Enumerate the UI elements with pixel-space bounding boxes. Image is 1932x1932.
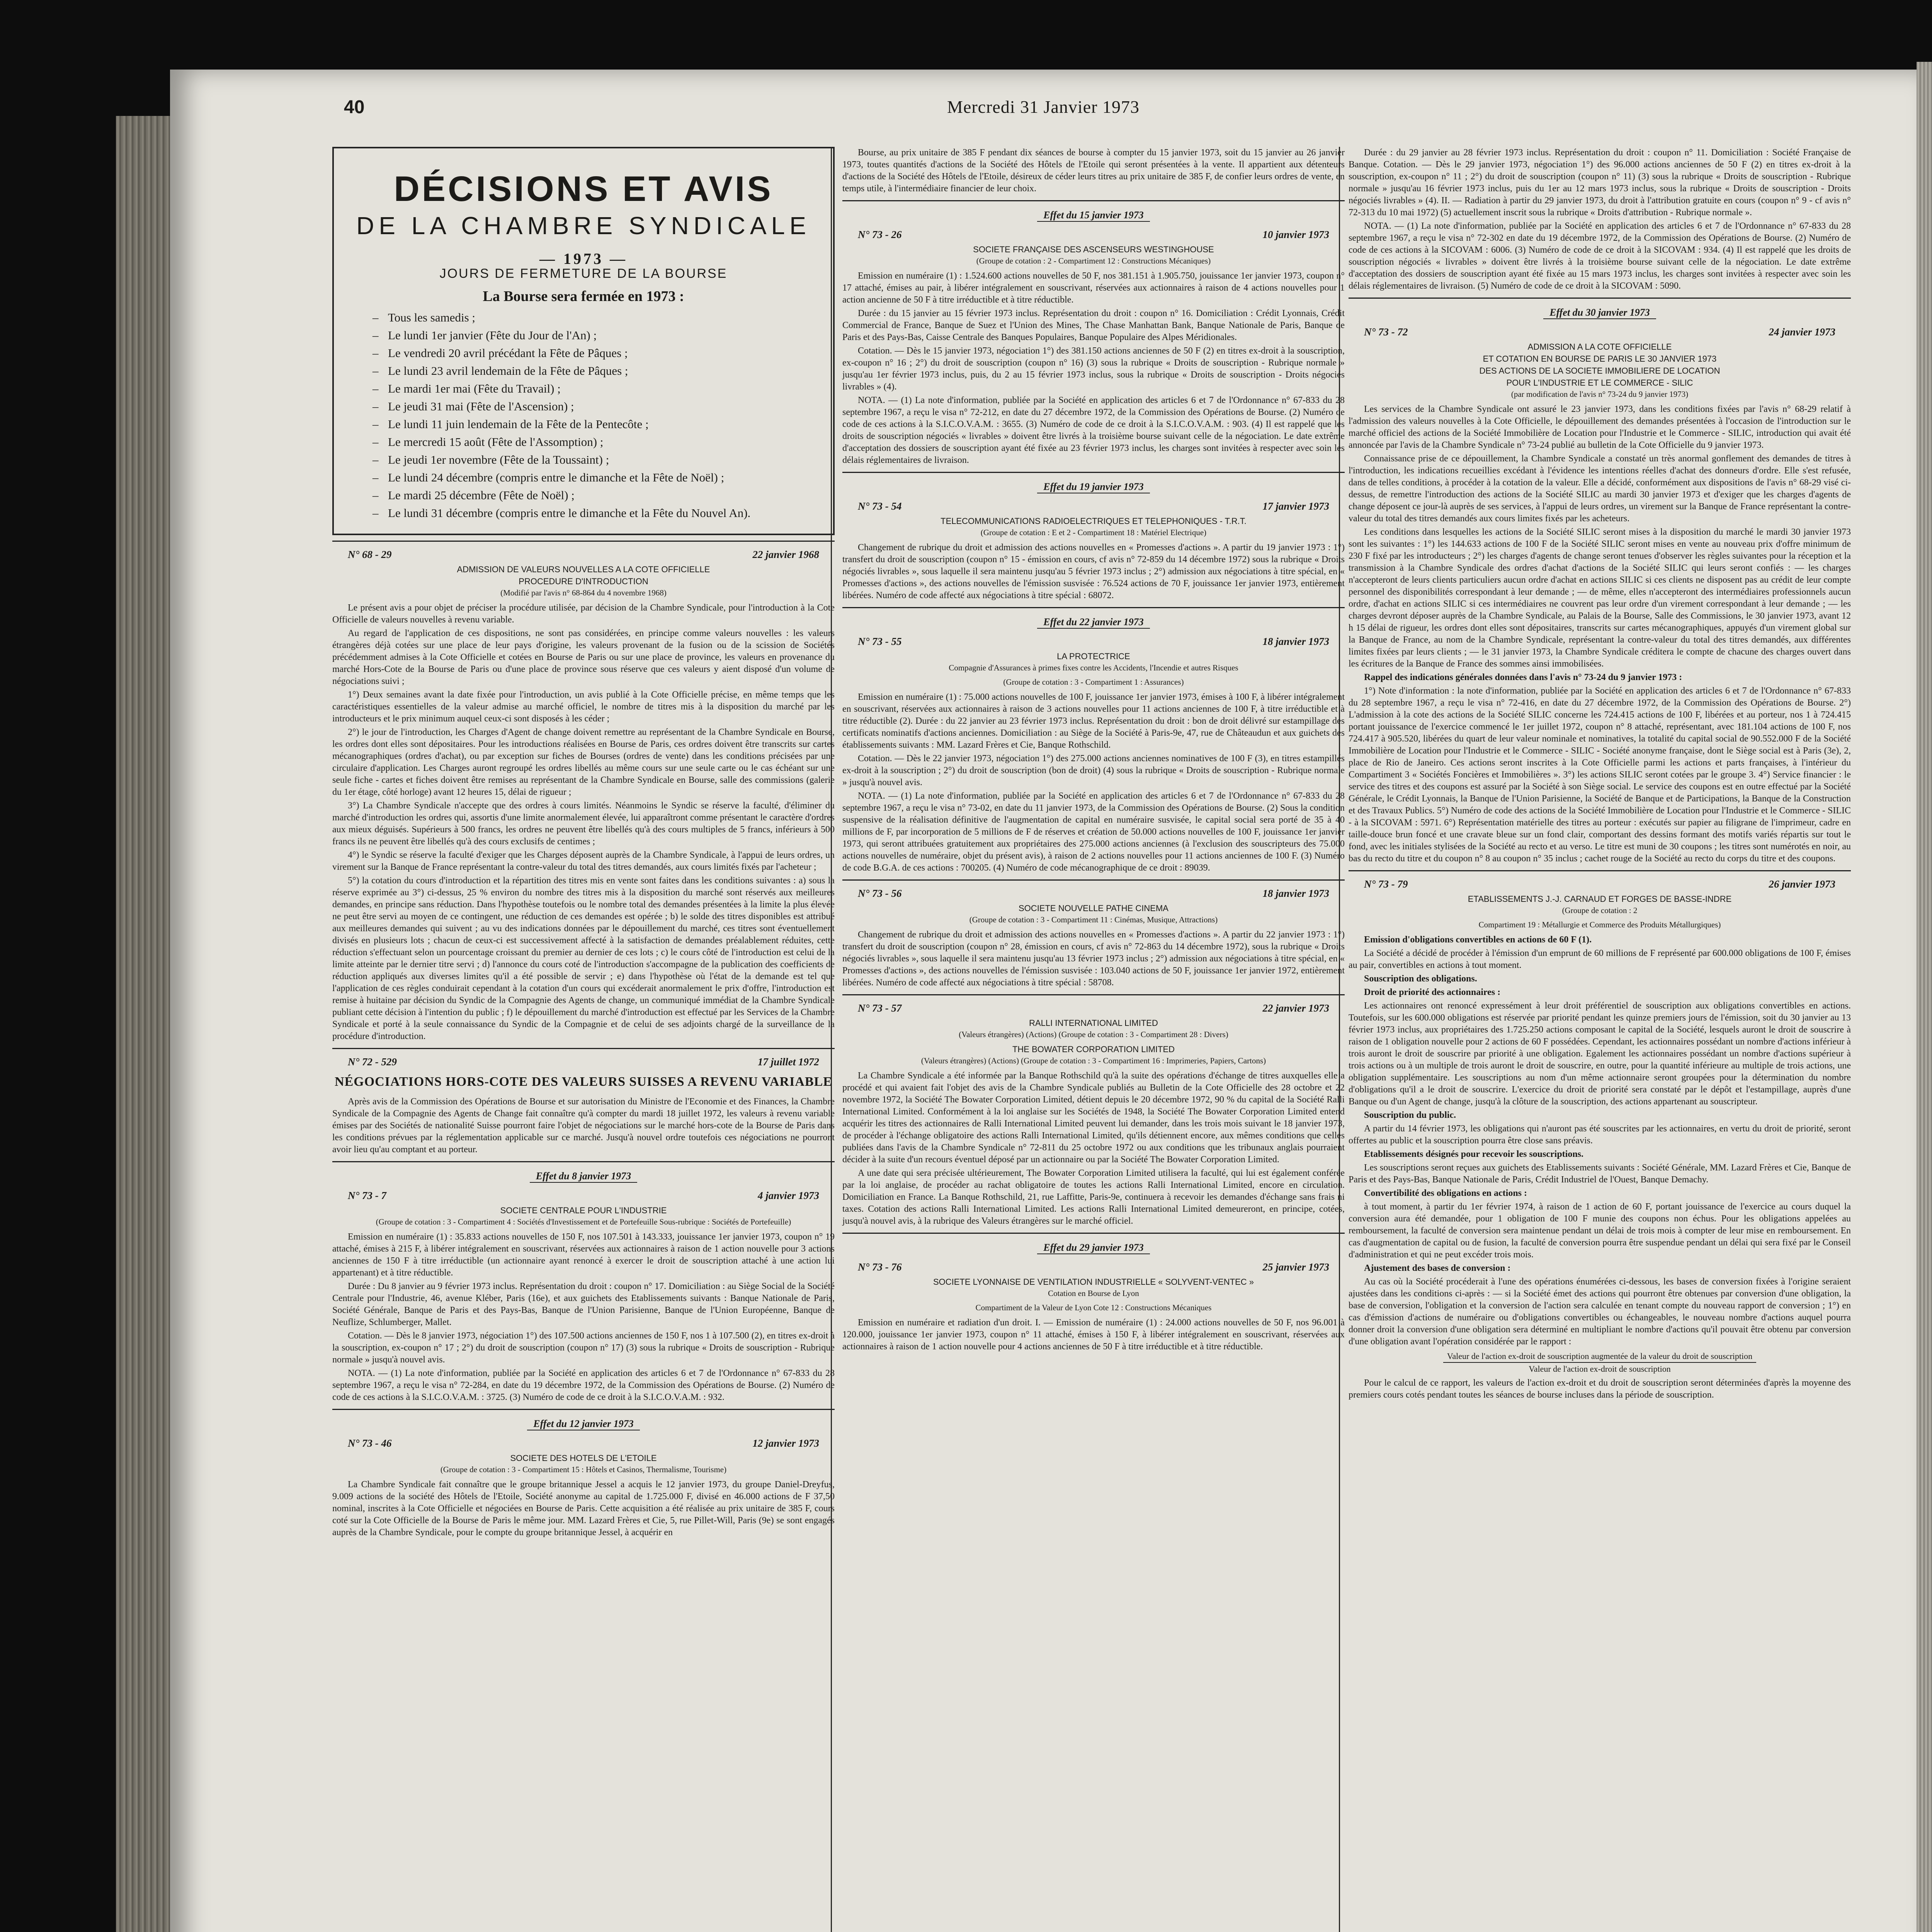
- paragraph: à tout moment, à partir du 1er février 1974, à raison de 1 action de 60 F, portant jouissance de l'exercice au cours duquel la conversion aura été demandée, pour 1 obligation de 100 F munie des coupons non échus. Pour les obligations appelées au remboursement, la faculté de conversion sera maintenue pendant un délai de trois mois à compter de leur mise en remboursement. En cas d'augmentation de capital ou de fusion, la faculté de conversion pourra être suspendue pendant un délai qui sera fixé par le Conseil d'administration et qui ne peut excéder trois mois.: [1349, 1202, 1851, 1260]
- paragraph: Emission en numéraire (1) : 1.524.600 actions nouvelles de 50 F, nos 381.151 à 1.905.750, jouissance 1er janvier 1973, coupon n° 17 attaché, émises au pair, à libérer intégralement en souscrivant, réservées aux actionnaires à raison de 4 actions nouvelles pour 1 action ancienne de 50 F à titre irréductible et à titre réductible.: [842, 271, 1345, 305]
- company-name: SOCIETE CENTRALE POUR L'INDUSTRIE: [500, 1206, 667, 1215]
- effect-date-heading: [842, 209, 1345, 222]
- year-label: — 1973 —: [539, 250, 628, 267]
- paragraph: A partir du 14 février 1973, les obligations qui n'auront pas été souscrites par les actionnaires, en vertu du droit de priorité, seront offertes au public et la souscription pourra être close sans préavis.: [1349, 1124, 1851, 1146]
- list-item: – Le lundi 11 juin lendemain de la Fête de la Pentecôte ;: [372, 415, 818, 433]
- paragraph: Cotation. — Dès le 22 janvier 1973, négociation 1°) des 275.000 actions anciennes nominatives de 100 F (3), en titres estampillés ex-droit à la souscription ; 2°) du droit de souscription (bon de droit) (4) sous la rubrique « Droits de souscription - Rubrique normale » jusqu'à nouvel avis.: [842, 753, 1345, 787]
- paragraph: La Société a décidé de procéder à l'émission d'un emprunt de 60 millions de F représenté par 600.000 obligations de 100 F, émises au pair, convertibles en actions à tout moment.: [1349, 948, 1851, 970]
- paragraph: Emission en numéraire (1) : 75.000 actions nouvelles de 100 F, jouissance 1er janvier 1973, émises à 100 F, à libérer intégralement en souscrivant, réservées aux actionnaires à raison de 3 actions nouvelles pour 11 actions anciennes de 100 F, à titre irréductible et à titre réductible (2). Durée : du 22 janvier au 23 février 1973 inclus. Représentation du droit : bon de droit délivré sur estampillage des certificats nominatifs d'actions anciennes. Domiciliation : au Siège de la Société à Paris-9e, 47, rue de Châteaudun et aux guichets des établissements suivants : MM. Lazard Frères et Cie, Banque Rothschild.: [842, 692, 1345, 750]
- notice-date: 22 janvier 1973: [1262, 1002, 1329, 1014]
- quotation-group: (Groupe de cotation : 3 - Compartiment 1 : Assurances): [1003, 677, 1184, 687]
- notice-number: N° 73 - 55: [858, 636, 902, 647]
- notice-number: N° 73 - 56: [858, 888, 902, 899]
- notice-header: [332, 1437, 835, 1449]
- paragraph: NOTA. — (1) La note d'information, publiée par la Société en application des articles 6 et 7 de l'Ordonnance n° 67-833 du 28 septembre 1967, a reçu le visa n° 72-302 en date du 19 décembre 1972, de la Commission des Opérations de Bourse. (2) Numéro de code de ces actions à la SICOVAM : 6006. (3) Numéro de code de ce droit à la SICOVAM : 934. (4) Il est rappelé que les droits de souscription négociés « livrables » doivent être livrés à la troisième bourse suivant celle de la négociation. Le date extrême d'acceptation des dossiers de souscription ayant été fixée au 15 mars 1973 inclus, les charges sont invitées à respecter avec soin les délais réglementaires de livraison. (5) Numéro de code de ce droit à la SICOVAM : 5090.: [1349, 221, 1851, 291]
- divider: [332, 541, 835, 542]
- effect-date-heading: [332, 1170, 835, 1183]
- list-item: – Le lundi 1er janvier (Fête du Jour de l'An) ;: [372, 327, 818, 344]
- ratio-numerator: Valeur de l'action ex-droit de souscription augmentée de la valeur du droit de souscription: [1443, 1350, 1756, 1363]
- company-description: Compagnie d'Assurances à primes fixes contre les Accidents, l'Incendie et autres Risques: [949, 663, 1238, 672]
- paragraph: 2°) le jour de l'introduction, les Charges d'Agent de change doivent remettre au représentant de la Chambre Syndicale en Bourse, les ordres dont elles sont dépositaires. Pour les introductions réalisées en Bourse de Paris, ces ordres doivent être transcrits sur cartes mécanographiques (ordres d'achat), ou par exception sur fiches de Bourses (ordres de vente) dans les conditions précisées par une circulaire d'application. Les Charges auront regroupé les ordres libellés au même cours sur une seule carte ou le cas échéant sur une seule fiche - cartes et fiches doivent être remises au représentant de la Chambre Syndicale en Bourse, salle des commissions (galerie du 1er étage, côté horloge) avant 12 heures 15, délai de rigueur ;: [332, 727, 835, 797]
- effect-date-label: Effet du 12 janvier 1973: [527, 1418, 640, 1430]
- notice-number: N° 73 - 46: [348, 1437, 392, 1449]
- subheading: Emission d'obligations convertibles en actions de 60 F (1).: [1364, 935, 1592, 945]
- holiday-list: [349, 309, 818, 522]
- notice-date: 26 janvier 1973: [1769, 878, 1835, 890]
- effect-date-label: Effet du 29 janvier 1973: [1037, 1242, 1150, 1254]
- divider: [332, 1409, 835, 1410]
- paragraph: Connaissance prise de ce dépouillement, la Chambre Syndicale a constaté un très anormal gonflement des demandes de titres à l'introduction, les indications recueillies excédant à l'évidence les intentions réelles d'achat des donneurs d'ordre. Elle s'est refusée, dans de telles conditions, à procéder à la cotation de la valeur. Elle a décidé, conformément aux dispositions de l'avis n° 68-29 visé ci-dessus, de remettre l'introduction des actions de la Société SILIC au mardi 30 janvier 1973 et d'exiger que les charges d'agents de change déposent ce jour-là auprès de ses services, à l'appui de leurs ordres, un virement sur la Banque de France représentant la contre-valeur du total des titres demandés aux cours limites fixés par les acheteurs.: [1349, 454, 1851, 524]
- column-3: [1349, 147, 1851, 1403]
- quotation-group: (Groupe de cotation : 3 - Compartiment 11 : Cinémas, Musique, Attractions): [969, 915, 1218, 924]
- divider: [842, 879, 1345, 881]
- paragraph: A une date qui sera précisée ultérieurement, The Bowater Corporation Limited utilisera la faculté, qui lui est également conférée par la loi anglaise, de procéder au rachat obligatoire de toutes les actions Ralli International Limited, encore en circulation. Domiciliation en France. La Banque Rothschild, 21, rue Laffitte, Paris-9e, continuera à recevoir les demandes d'échange sans frais ni taxes. Cotation des actions Ralli International Limited. Les actions Ralli International Limited demeureront, en principe, cotées, jusqu'à nouvel avis, à la rubrique des Valeurs étrangères sur le marché officiel.: [842, 1168, 1345, 1226]
- company-name: SOCIETE LYONNAISE DE VENTILATION INDUSTRIELLE « SOLYVENT-VENTEC »: [933, 1277, 1254, 1287]
- book-page-stack: [116, 116, 178, 1932]
- paragraph: Cotation. — Dès le 15 janvier 1973, négociation 1°) des 381.150 actions anciennes de 50 F (2) en titres ex-droit à la souscription, ex-coupon n° 16 ; 2°) du droit de souscription (coupon n° 16) (3) sous la rubrique « Droits de souscription - Rubrique normale » jusqu'au 1er février 1973 inclus, puis, du 2 au 15 février 1973 inclus, sous la rubrique « Droits de souscription - Droits négociés livrables » (4).: [842, 346, 1345, 392]
- ratio-denominator: Valeur de l'action ex-droit de souscription: [1529, 1364, 1671, 1374]
- list-item: – Le jeudi 1er novembre (Fête de la Toussaint) ;: [372, 451, 818, 469]
- list-item: – Tous les samedis ;: [372, 309, 818, 327]
- notice-number: N° 73 - 26: [858, 229, 902, 240]
- paragraph: Durée : du 15 janvier au 15 février 1973 inclus. Représentation du droit : coupon n° 16. Domiciliation : Crédit Lyonnais, Crédit Commercial de France, Banque de Suez et l'Union des Mines, The Chase Manhattan Bank, Banque Nationale de Paris, Banque de Paris et des Pays-Bas, Caisse Centrale des Banques Populaires, Banque Populaire des Alpes Méridionales.: [842, 308, 1345, 342]
- notice-header: [842, 229, 1345, 241]
- notice-header: [332, 1190, 835, 1202]
- paragraph: Les services de la Chambre Syndicale ont assuré le 23 janvier 1973, dans les conditions fixées par l'avis n° 68-29 relatif à l'admission des valeurs nouvelles à la Cote Officielle, le dépouillement des demandes présentées à l'occasion de l'introduction sur le marché officiel des actions de la Société Immobilière de Location pour l'Industrie et le Commerce - SILIC, introduction qui avait été annoncée par l'avis de la Chambre Syndicale n° 73-24 publié au bulletin de la Cote Officielle du 9 janvier 1973.: [1349, 404, 1851, 450]
- effect-date-heading: [842, 616, 1345, 629]
- paragraph: Le présent avis a pour objet de préciser la procédure utilisée, par décision de la Chambre Syndicale, pour l'introduction à la Cote Officielle de valeurs nouvelles à revenu variable.: [332, 603, 835, 625]
- notice-date: 24 janvier 1973: [1769, 326, 1835, 338]
- notice-header: [842, 500, 1345, 512]
- paragraph: Cotation. — Dès le 8 janvier 1973, négociation 1°) des 107.500 actions anciennes de 150 F, nos 1 à 107.500 (2), en titres ex-droit à la souscription, ex-coupon n° 17 ; 2°) du droit de souscription (coupon n° 17) (3) sous la rubrique « Droits de souscription - Rubrique normale » jusqu'à nouvel avis.: [332, 1331, 835, 1365]
- notice-title: NÉGOCIATIONS HORS-COTE DES VALEURS SUISSES A REVENU VARIABLE: [335, 1075, 832, 1089]
- notice-header: [332, 1056, 835, 1068]
- divider: [1349, 298, 1851, 299]
- notice-number: N° 68 - 29: [348, 549, 392, 560]
- section-subtitle: DE LA CHAMBRE SYNDICALE: [356, 212, 811, 240]
- notice-date: 18 janvier 1973: [1262, 888, 1329, 899]
- notice-title: ADMISSION DE VALEURS NOUVELLES A LA COTE OFFICIELLE: [457, 565, 710, 574]
- paragraph: Changement de rubrique du droit et admission des actions nouvelles en « Promesses d'actions ». A partir du 19 janvier 1973 : 1°) transfert du droit de souscription (coupon n° 15 - émission en cours, cf avis n° 72-859 du 14 décembre 1972) sous la rubrique « Droits négociés livrables », sous laquelle il sera maintenu jusqu'au 5 février 1973 inclus ; 2°) admission aux négociations à titre spécial, en « Promesses d'actions », des actions nouvelles de l'émission susvisée : 76.524 actions de 70 F, jouissance 1er janvier 1973, entièrement libérées. Numéro de code affecté aux négociations à titre spécial : 68072.: [842, 543, 1345, 600]
- notice-number: N° 73 - 72: [1364, 326, 1408, 338]
- company-name: RALLI INTERNATIONAL LIMITED: [1029, 1018, 1158, 1028]
- subheading: Souscription des obligations.: [1364, 974, 1477, 984]
- effect-date-label: Effet du 8 janvier 1973: [530, 1170, 638, 1183]
- paragraph: Au regard de l'application de ces dispositions, ne sont pas considérées, en principe comme valeurs nouvelles : les valeurs étrangères déjà cotées sur une place de leur pays d'origine, les valeurs provenant de la fusion ou de la scission de Sociétés précédemment admises à la Cote Officielle et cotées en Bourse de Paris ou sur une place de province, les valeurs en provenance du marché Hors-Cote de la Bourse de Paris ou d'une place de province sous réserve que ces valeurs y aient disposé d'un volume de négociations suivi ;: [332, 628, 835, 686]
- list-item: – Le mardi 25 décembre (Fête de Noël) ;: [372, 486, 818, 504]
- company-name: SOCIETE FRANÇAISE DES ASCENSEURS WESTINGHOUSE: [973, 245, 1214, 254]
- paragraph: 1°) Deux semaines avant la date fixée pour l'introduction, un avis publié à la Cote Officielle précise, en même temps que les caractéristiques essentielles de la valeur admise au marché officiel, le nombre de titres mis à la disposition du marché par les introducteurs et le prix minimum auquel ceux-ci sont disposés à les céder ;: [332, 690, 835, 724]
- paragraph: 4°) le Syndic se réserve la faculté d'exiger que les Charges déposent auprès de la Chambre Syndicale, à l'appui de leurs ordres, un virement sur la Banque de France représentant la contre-valeur du total des titres demandés, aux cours limités fixés par l'acheteur ;: [332, 850, 835, 872]
- notice-date: 10 janvier 1973: [1262, 229, 1329, 240]
- subheading: Souscription du public.: [1364, 1110, 1456, 1120]
- quotation-group: (Groupe de cotation : 2 - Compartiment 12 : Constructions Mécaniques): [976, 256, 1211, 265]
- paragraph: NOTA. — (1) La note d'information, publiée par la Société en application des articles 6 et 7 de l'Ordonnance n° 67-833 du 28 septembre 1967, a reçu le visa n° 72-284, en date du 19 décembre 1972, de la Commission des Opérations de Bourse. (2) Numéro de code de ces actions à la S.I.C.O.V.A.M. : 3725. (3) Numéro de code de ce droit à la S.I.C.O.V.A.M. : 932.: [332, 1368, 835, 1402]
- list-item: – Le lundi 24 décembre (compris entre le dimanche et la Fête de Noël) ;: [372, 469, 818, 486]
- company-name: THE BOWATER CORPORATION LIMITED: [1012, 1044, 1175, 1054]
- list-item: – Le vendredi 20 avril précédant la Fête de Pâques ;: [372, 344, 818, 362]
- list-item: – Le jeudi 31 mai (Fête de l'Ascension) ;: [372, 398, 818, 415]
- running-head: [182, 85, 1905, 131]
- page-date: Mercredi 31 Janvier 1973: [947, 97, 1139, 117]
- notice-header: [842, 636, 1345, 648]
- notice-number: N° 73 - 54: [858, 500, 902, 512]
- paragraph: Après avis de la Commission des Opérations de Bourse et sur autorisation du Ministre de l'Economie et des Finances, la Chambre Syndicale de la Compagnie des Agents de Change fait connaître qu'à compter du mardi 18 juillet 1972, les valeurs à revenu variable émises par des Sociétés de nationalité Suisse pourront faire l'objet de négociations sur le marché hors-cote de la Bourse de Paris dans les conditions prévues par la réglementation applicable sur ce marché. Jusqu'à nouvel ordre toutefois ces négociations ne pourront avoir lieu qu'au comptant et au porteur.: [332, 1097, 835, 1155]
- divider: [842, 200, 1345, 201]
- paragraph: NOTA. — (1) La note d'information, publiée par la Société en application des articles 6 et 7 de l'Ordonnance n° 67-833 du 28 septembre 1967, a reçu le visa n° 72-212, en date du 27 décembre 1972, de la Commission des Opérations de Bourse. (2) Numéro de code de ces actions à la S.I.C.O.V.A.M. : 3655. (3) Numéro de code de ce droit à la S.I.C.O.V.A.M. : 903. (4) Il est rappelé que les droits de souscription négociés « livrables » doivent être livrés à la troisième bourse suivant celle de la négociation. Le date extrême d'acceptation des dossiers de souscription ayant été fixée au 23 février 1973 inclus, les charges sont invitées à respecter avec soin les délais réglementaires de livraison.: [842, 395, 1345, 465]
- notice-header: [842, 888, 1345, 900]
- subheading: Droit de priorité des actionnaires :: [1364, 987, 1501, 997]
- divider: [842, 472, 1345, 473]
- list-item: – Le mardi 1er mai (Fête du Travail) ;: [372, 380, 818, 398]
- paragraph: Changement de rubrique du droit et admission des actions nouvelles en « Promesses d'actions ». A partir du 22 janvier 1973 : 1°) transfert du droit de souscription (coupon n° 28, émission en cours, cf avis n° 72-863 du 14 décembre 1972), sous la rubrique « Droits négociés livrables », sous laquelle il sera maintenu jusqu'au 13 février 1973 inclus ; 2°) admission aux négociations à titre spécial, en « Promesses d'actions », des actions nouvelles de l'émission susvisée : 103.040 actions de 50 F, jouissance 1er janvier 1972, entièrement libérées. Numéro de code affecté aux négociations à titre spécial : 58708.: [842, 930, 1345, 988]
- quotation-group: (Groupe de cotation : 3 - Compartiment 4 : Sociétés d'Investissement et de Portefeuille Sous-rubrique : Sociétés de Portefeuille): [376, 1217, 791, 1226]
- notice-title: PROCEDURE D'INTRODUCTION: [519, 577, 648, 586]
- list-item: – Le lundi 31 décembre (compris entre le dimanche et la Fête du Nouvel An).: [372, 504, 818, 522]
- effect-date-label: Effet du 30 janvier 1973: [1543, 306, 1656, 319]
- column-2: [842, 147, 1345, 1354]
- quotation-place: Cotation en Bourse de Lyon: [1048, 1289, 1139, 1298]
- paragraph: NOTA. — (1) La note d'information, publiée par la Société en application des articles 6 et 7 de l'Ordonnance n° 67-833 du 28 septembre 1967, a reçu le visa n° 73-02, en date du 11 janvier 1973, de la Commission des Opérations de Bourse. (2) Sous la condition suspensive de la réalisation définitive de l'augmentation de capital en numéraire susvisée, le capital social sera porté de 35 à 40 millions de F, par incorporation de 5 millions de F de réserves et création de 50.000 actions nouvelles de 100 F, jouissance 1er janvier 1973, qui seront attribuées gratuitement aux propriétaires des 275.000 actions anciennes (à l'exclusion des souscripteurs des 75.000 actions nouvelles de numéraire, objet du présent avis), à raison de 2 actions nouvelles pour 11 actions anciennes de 100 F. (3) Numéro de code B.G.A. de ces actions : 700205. (4) Numéro de code mécanographique de ce droit : 89039.: [842, 791, 1345, 873]
- notice-date: 25 janvier 1973: [1262, 1261, 1329, 1273]
- quotation-group: (Groupe de cotation : 2: [1562, 906, 1638, 915]
- company-name: TELECOMMUNICATIONS RADIOELECTRIQUES ET TELEPHONIQUES - T.R.T.: [940, 516, 1247, 526]
- quotation-group: (Groupe de cotation : 3 - Compartiment 15 : Hôtels et Casinos, Thermalisme, Tourisme): [440, 1465, 727, 1474]
- holiday-box: [332, 147, 835, 535]
- notice-date: 4 janvier 1973: [758, 1190, 819, 1201]
- company-name: LA PROTECTRICE: [1057, 651, 1130, 661]
- subheading: Etablissements désignés pour recevoir les souscriptions.: [1364, 1149, 1584, 1159]
- effect-date-label: Effet du 22 janvier 1973: [1037, 616, 1150, 629]
- paragraph: Pour le calcul de ce rapport, les valeurs de l'action ex-droit et du droit de souscription seront déterminées d'après la moyenne des premiers cours cotés pendant toutes les séances de bourse incluses dans la période de souscription.: [1349, 1378, 1851, 1400]
- quotation-group: (Valeurs étrangères) (Actions) (Groupe de cotation : 3 - Compartiment 28 : Divers): [959, 1030, 1228, 1039]
- list-item: – Le lundi 23 avril lendemain de la Fête de Pâques ;: [372, 362, 818, 380]
- list-item: – Le mercredi 15 août (Fête de l'Assomption) ;: [372, 433, 818, 451]
- notice-title: ET COTATION EN BOURSE DE PARIS LE 30 JANVIER 1973: [1483, 354, 1717, 364]
- paragraph: 1°) Note d'information : la note d'information, publiée par la Société en application des articles 6 et 7 de l'Ordonnance n° 67-833 du 28 septembre 1967, a reçu le visa n° 72-416, en date du 27 décembre 1972, de la Commission des Opérations de Bourse. 2°) L'admission à la cote des actions de la Société SILIC concerne les 724.415 actions de 100 F, libérées et au porteur, nos 1 à 724.415 portant jouissance de l'exercice commencé le 1er juillet 1972, coupon n° 8 attaché, représentant, avec 181.104 actions de 100 F, nos 724.417 à 905.520, libérées du quart de leur valeur nominale et nominatives, la totalité du capital social de 90.552.000 F de la Société Immobilière de Location pour l'Industrie et le Commerce - SILIC - Société anonyme française, dont le Siège social est à Paris (3e), 2, place de Rio de Janeiro. Ces actions seront inscrites à la Cote Officielle parmi les actions et parts françaises, à l'intérieur du Compartiment 3 « Sociétés Foncières et Immobilières ». 3°) les actions SILIC seront cotées par le groupe 3. 4°) Service financier : le service des titres et des coupons est assuré par la Société à son Siège social. Le service des coupons est en outre effectué par la Société Générale, le Crédit Lyonnais, la Banque de l'Union Parisienne, la Société de Banque et de Participations, la Banque de la Construction et des Travaux Publics. 5°) Numéro de code des actions de la Société Immobilière de Location pour l'Industrie et le Commerce - SILIC - à la SICOVAM : 5971. 6°) Représentation matérielle des titres au porteur : exécutés sur papier au filigrane de l'imprimeur, cadre en taille-douce brun foncé et une cravate bleue sur un fond clair, comportant des dessins formant des motifs variés répartis sur tout le fond, avec les initiales stylisées de la Société au recto et au verso. Le titre est muni de 30 coupons ; les titres sont numérotés en noir, au bas du recto du titre et du coupon n° 8 au coupon n° 35 inclus ; cachet rouge de la Société au recto du corps du titre et des coupons.: [1349, 686, 1851, 864]
- paragraph: 5°) la cotation du cours d'introduction et la répartition des titres mis en vente sont faites dans les conditions suivantes : a) sous la réserve exprimée au 3°) ci-dessus, 25 % environ du nombre des titres mis à la disposition du marché sont réservés aux meilleures demandes, en principe sans réduction. Dans l'hypothèse toutefois ou le nombre total des demandes présentées à la limite la plus élevée ne peut être servi au moyen de ce contingent, une réduction de ces demandes est opérée ; b) le solde des titres disponibles est attribué aux meilleures demandes qui suivent ; au vu des indications données par le dépouillement du marché, ces titres sont éventuellement divisés en plusieurs lots ; chacun de ceux-ci est successivement affecté à la satisfaction de demandes préalablement réduites, cette réduction s'effectuant selon un pourcentage croissant du premier au dernier de ces lots ; c) le cours côté de l'introduction est celui de la limite atteinte par le dernier titre servi ; d) l'annonce du cours coté de l'introduction s'accompagne de la publication des coefficients de réduction appliqués aux diverses limites qu'il a été possible de servir ; e) dans l'hypothèse où l'état de la demande est tel que l'application de ces règles conduirait cependant à la cotation d'un cours qui excéderait anormalement le prix d'offre, l'introduction est remise à huitaine par décision du Syndic de la Compagnie des Agents de change, un communiqué immédiat de la Chambre Syndicale publiant cette décision à l'intention du public ; f) le dépouillement du marché d'introduction est effectué par les Services de la Chambre Syndicale et porté à la seule connaissance du Syndic de la Compagnie et de celui de ses adjoints chargé de la surveillance de la procédure d'introduction.: [332, 876, 835, 1041]
- notice-number: N° 72 - 529: [348, 1056, 397, 1068]
- effect-date-label: Effet du 19 janvier 1973: [1037, 481, 1150, 493]
- effect-date-label: Effet du 15 janvier 1973: [1037, 209, 1150, 222]
- paragraph: Bourse, au prix unitaire de 385 F pendant dix séances de bourse à compter du 15 janvier 1973, soit du 15 janvier au 26 janvier 1973, toutes quantités d'actions de la Société des Hôtels de l'Etoile qui seront présentées à la vente. Il appartient aux détenteurs d'actions de la Société des Hôtels de l'Etoile, désireux de céder leurs titres au prix unitaire de 385 F, de confier leurs ordres de vente, en temps utile, à l'intermédiaire financier de leur choix.: [842, 148, 1345, 194]
- paragraph: Les conditions dans lesquelles les actions de la Société SILIC seront mises à la disposition du marché le mardi 30 janvier 1973 sont les suivantes : 1°) les 144.633 actions de 100 F de la Société SILIC seront mises en vente au nouveau prix d'offre minimum de 230 F fixé par les introducteurs ; 2°) les charges d'agents de change seront tenues d'observer les règles suivantes pour la réception et la transmission à la Chambre Syndicale des ordres d'achat d'actions de la Société SILIC qui leurs seront confiés : — les charges n'accepteront de leurs clients particuliers aucun ordre d'achat en actions SILIC si ces clients ne disposent pas au crédit de leur compte personnel des disponibilités correspondant à leur demande ; — de même, elles n'accepteront des intermédiaires professionnels aucun ordre, d'achat en actions SILIC si ces intermédiaires ne couvrent pas leur ordre d'un virement correspondant à leur demande ; — les charges devront déposer auprès de la Chambre Syndicale, au Palais de la Bourse, Salle des Commissions, le 30 janvier 1973, avant 12 h 15 délai de rigueur, les ordres dont elles sont dépositaires, transcrits sur cartes mécanographiques, appuyés d'un virement global sur la Banque de France, au nom de la Chambre Syndicale, représentant la contre-valeur du total des titres demandés, aux différentes limites fixées par leurs clients ; — le 31 janvier 1973, la Chambre Syndicale créditera le compte de chacune des charges ouvert dans les écritures de la Banque de France des sommes ainsi immobilisées.: [1349, 527, 1851, 669]
- conversion-ratio: [1349, 1350, 1851, 1375]
- notice-number: N° 73 - 76: [858, 1261, 902, 1273]
- company-name: SOCIETE NOUVELLE PATHE CINEMA: [1019, 903, 1168, 913]
- paragraph: Les actionnaires ont renoncé expressément à leur droit préférentiel de souscription aux obligations convertibles en actions. Toutefois, sur les 600.000 obligations est réservée par priorité pendant les quinze premiers jours de l'émission, soit du 30 janvier au 13 février 1973 inclus, aux propriétaires des 1.725.250 actions composant le capital de la Société, lesquels auront le droit de souscrire à raison de 1 obligation nouvelle pour 2 actions de 60 F possédées. Cependant, les actionnaires possédant un nombre d'actions inférieur à trois auront le droit de souscrire par priorité à une obligation. Egalement les actionnaires possédant un nombre d'actions supérieur à trois actions ou à un multiple de trois auront le droit de souscrire, en outre, pour la quantité inférieure au multiple de trois actions, une obligation supplémentaire. Les souscriptions au nom d'un même actionnaire seront groupées pour la détermination du nombre d'obligations qu'il a le droit de souscrire. L'exercice du droit de priorité sera constaté par le dépôt et l'estampillage, auprès d'une Banque ou d'un Agent de change, jusqu'à la clôture de la souscription, des actions appartenant au souscripteur.: [1349, 1001, 1851, 1107]
- notice-date: 12 janvier 1973: [752, 1437, 819, 1449]
- notice-header: [332, 549, 835, 561]
- notice-number: N° 73 - 79: [1364, 878, 1408, 890]
- divider: [842, 607, 1345, 608]
- paragraph: Au cas où la Société procéderait à l'une des opérations énumérées ci-dessous, les bases de conversion fixées à l'origine seraient ajustées dans les conditions ci-après : — si la Société émet des actions qui pourront être obtenues par conversion d'une obligation, la base de conversion, l'obligation et la conversion de l'action sera calculée en tenant compte du nouveau rapport de conversion ; 1°) en cas d'émission d'actions de numéraire ou d'obligations convertibles ou échangeables, le nouveau nombre d'actions auquel pourra donner droit la conversion d'une obligation sera déterminé en multipliant le nombre d'actions qu'il pouvait être obtenu par conversion d'une obligation avant l'opération considérée par le rapport :: [1349, 1277, 1851, 1347]
- subheading: Rappel des indications générales données dans l'avis n° 73-24 du 9 janvier 1973 :: [1364, 672, 1682, 682]
- paragraph: Emission en numéraire (1) : 35.833 actions nouvelles de 150 F, nos 107.501 à 143.333, jouissance 1er janvier 1973, coupon n° 19 attaché, émises à 215 F, à libérer intégralement en souscrivant, réservées aux actionnaires à raison de 1 action nouvelle pour 3 actions anciennes de 150 F à titre irréductible (un actionnaire ayant renoncé à exercer le droit de souscription attaché à une action lui appartenant) et à titre réductible.: [332, 1232, 835, 1278]
- company-name: SOCIETE DES HOTELS DE L'ETOILE: [510, 1453, 657, 1463]
- quotation-group: (Groupe de cotation : E et 2 - Compartiment 18 : Matériel Electrique): [980, 528, 1207, 537]
- paragraph: Durée : Du 8 janvier au 9 février 1973 inclus. Représentation du droit : coupon n° 17. Domiciliation : au Siège Social de la Société Centrale pour l'Industrie, 46, avenue Kléber, Paris (16e), et aux guichets des Etablissements suivants : Banque Nationale de Paris, Société Générale, Banque de Paris et des Pays-Bas, Banque de l'Union Parisienne, Banque de l'Union Européenne, Banque de Neuflize, Schlumberger, Mallet.: [332, 1281, 835, 1327]
- effect-date-heading: [1349, 306, 1851, 319]
- notice-date: 22 janvier 1968: [752, 549, 819, 560]
- divider: [842, 994, 1345, 995]
- paragraph: La Chambre Syndicale fait connaître que le groupe britannique Jessel a acquis le 12 janvier 1973, du groupe Daniel-Dreyfus, 9.009 actions de la société des Hôtels de l'Etoile, Société anonyme au capital de 1.725.000 F, divisé en 46.000 actions de F 37,50 nominal, inscrites à la Cote Officielle et négociées en Bourse de Paris. Cette acquisition a été réalisée au prix unitaire de 385 F, cours coté sur la Cote Officielle de la Bourse de Paris le même jour. MM. Lazard Frères et Cie, 5, rue Pillet-Will, Paris (9e) se sont engagés auprès de la Chambre Syndicale, pour le compte du groupe britannique Jessel, à acquérir en: [332, 1480, 835, 1537]
- notice-header: [1349, 878, 1851, 890]
- paragraph: 3°) La Chambre Syndicale n'accepte que des ordres à cours limités. Néanmoins le Syndic se réserve la faculté, d'éliminer du marché d'introduction les ordres qui, assortis d'une limite anormalement élevée, lui apparaîtront comme présentant le caractère d'ordres aux mieux déguisés. Supérieurs à 500 francs, les ordres ne peuvent être libellés qu'à des cours multiples de 5 francs, inférieurs à 500 francs ils ne peuvent être libellés qu'à des cours exclusifs de centimes ;: [332, 801, 835, 847]
- notice-subtitle: (Modifié par l'avis n° 68-864 du 4 novembre 1968): [500, 588, 667, 597]
- quotation-group: Compartiment 19 : Métallurgie et Commerce des Produits Métallurgiques): [1478, 920, 1721, 929]
- quotation-group: (Valeurs étrangères) (Actions) (Groupe de cotation : 3 - Compartiment 16 : Imprimeries, Papiers, Cartons): [921, 1056, 1266, 1065]
- closing-intro: La Bourse sera fermée en 1973 :: [483, 288, 684, 304]
- notice-date: 17 janvier 1973: [1262, 500, 1329, 512]
- effect-date-heading: [842, 481, 1345, 493]
- notice-subtitle: (par modification de l'avis n° 73-24 du 9 janvier 1973): [1511, 389, 1689, 399]
- section-title: DÉCISIONS ET AVIS: [394, 169, 773, 209]
- notice-title: DES ACTIONS DE LA SOCIETE IMMOBILIERE DE LOCATION: [1479, 366, 1720, 376]
- column-1: [332, 147, 835, 1540]
- closing-days-title: JOURS DE FERMETURE DE LA BOURSE: [439, 266, 728, 281]
- notice-date: 18 janvier 1973: [1262, 636, 1329, 647]
- company-name: ETABLISSEMENTS J.-J. CARNAUD ET FORGES DE BASSE-INDRE: [1468, 894, 1732, 904]
- notice-header: [842, 1261, 1345, 1273]
- notice-number: N° 73 - 57: [858, 1002, 902, 1014]
- effect-date-heading: [332, 1418, 835, 1430]
- notice-title: ADMISSION A LA COTE OFFICIELLE: [1527, 342, 1672, 352]
- quotation-group: Compartiment de la Valeur de Lyon Cote 12 : Constructions Mécaniques: [975, 1303, 1212, 1312]
- notice-number: N° 73 - 7: [348, 1190, 387, 1201]
- paragraph: La Chambre Syndicale a été informée par la Banque Rothschild qu'à la suite des opérations d'échange de titres auxquelles elle a procédé et qui avaient fait l'objet des avis de la Chambre Syndicale publiés au Bulletin de la Cote Officielle des 28 octobre et 22 novembre 1972, la Société The Bowater Corporation Limited, détient depuis le 20 décembre 1972, 90 % du capital de la Société Ralli International Limited. Conformément à la loi anglaise sur les Sociétés de 1948, la Société The Bowater Corporation Limited entend acquérir les titres des actionnaires de Ralli International Limited peuvent lui demander, dans les trois mois suivant le 18 janvier 1973, de procéder à l'échange obligatoire des actions Ralli International Limited, qu'ils détiennent encore, aux mêmes conditions que celles publiées dans l'avis de la Chambre Syndicale n° 72-811 du 25 octobre 1972 ou aux conditions que les tribunaux anglais pourraient décider à la suite d'un recours éventuel déposé par un actionnaire ou par la Société The Bowater Corporation Limited.: [842, 1071, 1345, 1165]
- divider: [1349, 870, 1851, 871]
- subheading: Ajustement des bases de conversion :: [1364, 1263, 1511, 1273]
- notice-date: 17 juillet 1972: [757, 1056, 819, 1068]
- notice-title: POUR L'INDUSTRIE ET LE COMMERCE - SILIC: [1506, 378, 1693, 388]
- divider: [842, 1233, 1345, 1234]
- paragraph: Les souscriptions seront reçues aux guichets des Etablissements suivants : Société Générale, MM. Lazard Frères et Cie, Banque de Paris et des Pays-Bas, Banque Nationale de Paris, Crédit Industriel de l'Ouest, Banque Demachy.: [1349, 1163, 1851, 1185]
- divider: [332, 1048, 835, 1049]
- paragraph: Durée : du 29 janvier au 28 février 1973 inclus. Représentation du droit : coupon n° 11. Domiciliation : Société Française de Banque. Cotation. — Dès le 29 janvier 1973, négociation 1°) des 96.000 actions anciennes de 50 F (2) en titres ex-droit à la souscription, ex-coupon n° 11 ; 2°) du droit de souscription (coupon n° 11) (3) sous la rubrique « Droits de souscription - Rubrique normale » jusqu'au 16 février 1973 inclus, puis du 1er au 12 mars 1973 inclus, sous la rubrique « Droits de souscription - Droits négociés livrables » (4). II. — Radiation à partir du 29 janvier 1973, du droit à l'attribution gratuite en cours (coupon n° 9 - cf avis n° 72-313 du 10 mai 1972) (5) actuellement inscrit sous la rubrique « Droits d'attribution - Rubrique normale ».: [1349, 148, 1851, 218]
- subheading: Convertibilité des obligations en actions :: [1364, 1188, 1527, 1198]
- effect-date-heading: [842, 1242, 1345, 1254]
- notice-header: [1349, 326, 1851, 338]
- page-number: 40: [344, 97, 365, 117]
- divider: [332, 1161, 835, 1162]
- next-page-edge: [1917, 62, 1932, 1932]
- paragraph: Emission en numéraire et radiation d'un droit. I. — Emission de numéraire (1) : 24.000 actions nouvelles de 50 F, nos 96.001 à 120.000, jouissance 1er janvier 1973, coupon n° 11 attaché, émises à 150 F, à libérer intégralement en souscrivant, réservées aux actionnaires à raison de 1 action nouvelle pour 4 actions anciennes de 50 F à titre irréductible et à titre réductible.: [842, 1318, 1345, 1352]
- notice-header: [842, 1002, 1345, 1014]
